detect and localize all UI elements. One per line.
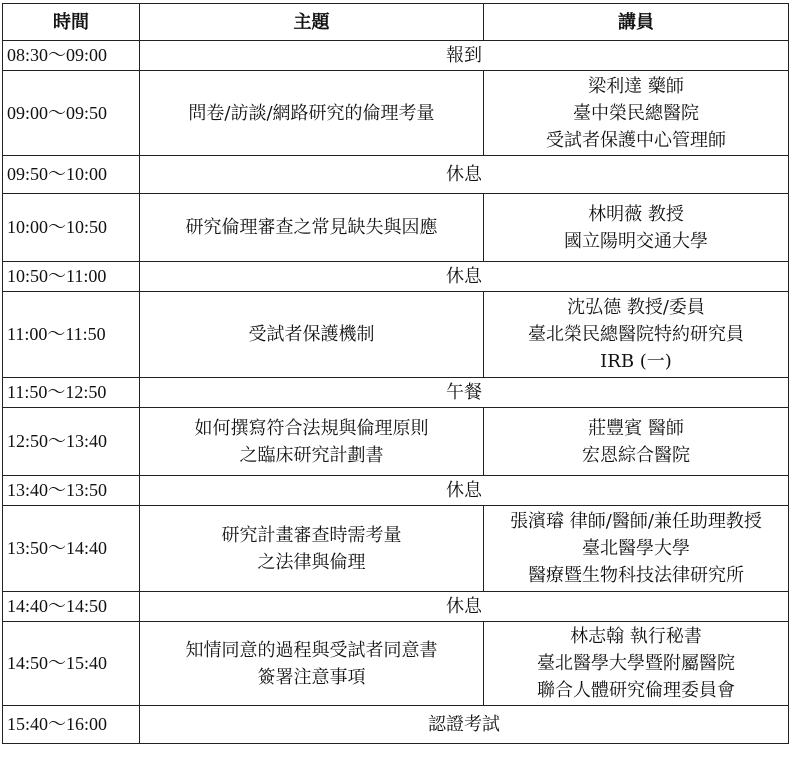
- topic-line: 研究計畫審查時需考量: [221, 524, 402, 546]
- span-cell: 休息: [140, 592, 789, 622]
- time-cell: 10:00～10:50: [3, 194, 140, 262]
- speaker-line: 張濱璿 律師/醫師/兼任助理教授: [510, 511, 762, 532]
- time-cell: 13:40～13:50: [3, 476, 140, 506]
- speaker-line: 國立陽明交通大學: [564, 230, 708, 252]
- topic-cell: [140, 292, 484, 378]
- schedule-row-7: [3, 408, 789, 476]
- speaker-cell: [484, 408, 789, 476]
- span-cell: 報到: [140, 41, 789, 71]
- time-cell: 14:50～15:40: [3, 622, 140, 706]
- span-cell: 休息: [140, 262, 789, 292]
- topic-cell: [140, 71, 484, 156]
- time-cell: 15:40～16:00: [3, 706, 140, 744]
- topic-line: 之法律與倫理: [257, 551, 366, 573]
- speaker-cell: [484, 506, 789, 592]
- speaker-line: 宏恩綜合醫院: [582, 444, 690, 466]
- time-cell: 09:50～10:00: [3, 156, 140, 194]
- span-cell: 休息: [140, 476, 789, 506]
- header-row: [3, 4, 789, 41]
- schedule-row-1: [3, 71, 789, 156]
- schedule-row-9: [3, 506, 789, 592]
- time-cell: 11:00～11:50: [3, 292, 140, 378]
- topic-line: 受試者保護機制: [248, 324, 375, 345]
- time-cell: 09:00～09:50: [3, 71, 140, 156]
- topic-cell: [140, 506, 484, 592]
- span-cell: 休息: [140, 156, 789, 194]
- schedule-row-10: [3, 592, 789, 622]
- speaker-line: 受試者保護中心管理師: [546, 129, 726, 151]
- topic-cell: [140, 194, 484, 262]
- time-cell: 14:40～14:50: [3, 592, 140, 622]
- speaker-line: 莊豐賓 醫師: [588, 417, 684, 439]
- speaker-cell: [484, 622, 789, 706]
- speaker-line: 臺北醫學大學: [582, 538, 690, 559]
- time-cell: 12:50～13:40: [3, 408, 140, 476]
- schedule-row-8: [3, 476, 789, 506]
- topic-line: 知情同意的過程與受試者同意書: [185, 639, 438, 661]
- topic-cell: [140, 622, 484, 706]
- schedule-row-0: [3, 41, 789, 71]
- speaker-cell: [484, 292, 789, 378]
- speaker-line: 醫療暨生物科技法律研究所: [528, 565, 744, 586]
- schedule-table: [2, 3, 789, 744]
- speaker-line: 林明薇 教授: [588, 203, 684, 225]
- span-cell: 午餐: [140, 378, 789, 408]
- topic-line: 研究倫理審查之常見缺失與因應: [185, 217, 438, 238]
- time-cell: 13:50～14:40: [3, 506, 140, 592]
- topic-line: 簽署注意事項: [257, 666, 366, 688]
- speaker-cell: [484, 194, 789, 262]
- schedule-row-6: [3, 378, 789, 408]
- speaker-line: 林志翰 執行秘書: [570, 626, 702, 647]
- time-cell: 08:30～09:00: [3, 41, 140, 71]
- time-cell: 10:50～11:00: [3, 262, 140, 292]
- speaker-line: 梁利達 藥師: [588, 75, 684, 97]
- schedule-row-3: [3, 194, 789, 262]
- speaker-line: IRB (一): [600, 351, 672, 372]
- schedule-row-2: [3, 156, 789, 194]
- schedule-row-5: [3, 292, 789, 378]
- topic-cell: [140, 408, 484, 476]
- topic-line: 如何撰寫符合法規與倫理原則: [194, 417, 429, 439]
- time-cell: 11:50～12:50: [3, 378, 140, 408]
- header-time: 時間: [3, 4, 140, 41]
- span-cell: 認證考試: [140, 706, 789, 744]
- speaker-line: 臺北醫學大學暨附屬醫院: [537, 653, 735, 674]
- header-topic: 主題: [140, 4, 484, 41]
- schedule-row-4: [3, 262, 789, 292]
- schedule-row-11: [3, 622, 789, 706]
- header-speaker: 講員: [484, 4, 789, 41]
- speaker-cell: [484, 71, 789, 156]
- speaker-line: 聯合人體研究倫理委員會: [537, 680, 735, 701]
- speaker-line: 沈弘德 教授/委員: [567, 297, 705, 318]
- topic-line: 問卷/訪談/網路研究的倫理考量: [188, 102, 435, 124]
- topic-line: 之臨床研究計劃書: [239, 444, 384, 466]
- speaker-line: 臺北榮民總醫院特約研究員: [528, 324, 744, 345]
- speaker-line: 臺中榮民總醫院: [573, 102, 699, 124]
- schedule-row-12: [3, 706, 789, 744]
